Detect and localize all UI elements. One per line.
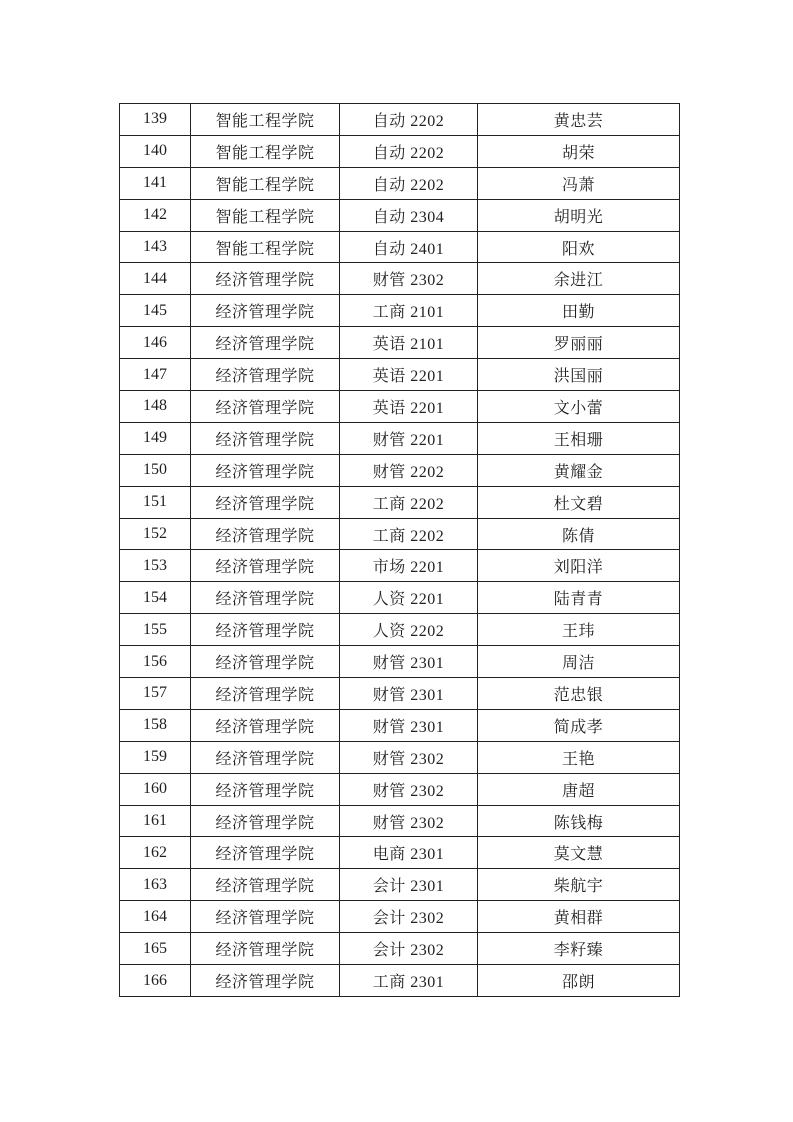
cell-name: 陈倩 (478, 518, 680, 550)
table-row (120, 359, 680, 391)
cell-index: 154 (120, 582, 191, 614)
cell-name: 胡明光 (478, 199, 680, 231)
cell-class: 人资 2201 (340, 582, 478, 614)
cell-name: 杜文碧 (478, 486, 680, 518)
cell-class: 自动 2401 (340, 231, 478, 263)
cell-class: 自动 2304 (340, 199, 478, 231)
cell-college: 经济管理学院 (191, 327, 340, 359)
cell-index: 150 (120, 454, 191, 486)
table-row (120, 709, 680, 741)
cell-name: 邵朗 (478, 965, 680, 997)
cell-college: 经济管理学院 (191, 837, 340, 869)
cell-index: 156 (120, 646, 191, 678)
cell-class: 人资 2202 (340, 614, 478, 646)
cell-class: 电商 2301 (340, 837, 478, 869)
cell-index: 147 (120, 359, 191, 391)
table-row (120, 199, 680, 231)
cell-college: 经济管理学院 (191, 646, 340, 678)
table-row (120, 391, 680, 423)
cell-name: 洪国丽 (478, 359, 680, 391)
cell-class: 财管 2301 (340, 678, 478, 710)
cell-index: 157 (120, 678, 191, 710)
cell-college: 智能工程学院 (191, 167, 340, 199)
cell-college: 经济管理学院 (191, 678, 340, 710)
cell-college: 经济管理学院 (191, 391, 340, 423)
cell-index: 149 (120, 422, 191, 454)
cell-index: 162 (120, 837, 191, 869)
cell-name: 陈钱梅 (478, 805, 680, 837)
table-row (120, 167, 680, 199)
cell-college: 经济管理学院 (191, 933, 340, 965)
cell-index: 148 (120, 391, 191, 423)
cell-name: 李籽臻 (478, 933, 680, 965)
table-row (120, 773, 680, 805)
cell-college: 经济管理学院 (191, 614, 340, 646)
cell-class: 工商 2202 (340, 486, 478, 518)
table-row (120, 678, 680, 710)
cell-college: 经济管理学院 (191, 869, 340, 901)
student-roster-table (119, 103, 680, 997)
table-row (120, 965, 680, 997)
cell-index: 143 (120, 231, 191, 263)
cell-name: 陆青青 (478, 582, 680, 614)
cell-class: 财管 2302 (340, 741, 478, 773)
cell-name: 刘阳洋 (478, 550, 680, 582)
cell-name: 黄耀金 (478, 454, 680, 486)
cell-class: 财管 2302 (340, 263, 478, 295)
cell-name: 胡荣 (478, 135, 680, 167)
cell-index: 158 (120, 709, 191, 741)
cell-college: 经济管理学院 (191, 901, 340, 933)
cell-college: 智能工程学院 (191, 199, 340, 231)
cell-class: 会计 2302 (340, 901, 478, 933)
table-row (120, 263, 680, 295)
cell-college: 智能工程学院 (191, 135, 340, 167)
cell-college: 经济管理学院 (191, 422, 340, 454)
cell-college: 经济管理学院 (191, 550, 340, 582)
table-row (120, 422, 680, 454)
table-row (120, 486, 680, 518)
table-row (120, 295, 680, 327)
table-row (120, 933, 680, 965)
cell-college: 经济管理学院 (191, 518, 340, 550)
cell-college: 经济管理学院 (191, 805, 340, 837)
cell-class: 自动 2202 (340, 167, 478, 199)
cell-name: 周洁 (478, 646, 680, 678)
cell-name: 冯萧 (478, 167, 680, 199)
cell-name: 罗丽丽 (478, 327, 680, 359)
cell-class: 财管 2202 (340, 454, 478, 486)
table-row (120, 614, 680, 646)
cell-college: 经济管理学院 (191, 741, 340, 773)
cell-name: 范忠银 (478, 678, 680, 710)
cell-index: 165 (120, 933, 191, 965)
cell-class: 英语 2201 (340, 359, 478, 391)
cell-index: 142 (120, 199, 191, 231)
table-row (120, 741, 680, 773)
cell-college: 经济管理学院 (191, 582, 340, 614)
cell-class: 自动 2202 (340, 135, 478, 167)
table-row (120, 582, 680, 614)
cell-class: 财管 2302 (340, 805, 478, 837)
cell-index: 152 (120, 518, 191, 550)
cell-name: 黄相群 (478, 901, 680, 933)
cell-index: 139 (120, 104, 191, 136)
cell-class: 英语 2201 (340, 391, 478, 423)
table-row (120, 805, 680, 837)
cell-name: 黄忠芸 (478, 104, 680, 136)
cell-class: 工商 2301 (340, 965, 478, 997)
cell-class: 工商 2101 (340, 295, 478, 327)
cell-class: 会计 2301 (340, 869, 478, 901)
cell-class: 自动 2202 (340, 104, 478, 136)
cell-college: 经济管理学院 (191, 773, 340, 805)
table-row (120, 550, 680, 582)
cell-index: 140 (120, 135, 191, 167)
table-row (120, 869, 680, 901)
cell-index: 160 (120, 773, 191, 805)
cell-class: 财管 2302 (340, 773, 478, 805)
cell-name: 余进江 (478, 263, 680, 295)
table-row (120, 646, 680, 678)
table-row (120, 454, 680, 486)
cell-name: 王艳 (478, 741, 680, 773)
cell-class: 市场 2201 (340, 550, 478, 582)
cell-name: 唐超 (478, 773, 680, 805)
cell-index: 161 (120, 805, 191, 837)
cell-college: 经济管理学院 (191, 709, 340, 741)
cell-class: 工商 2202 (340, 518, 478, 550)
cell-college: 智能工程学院 (191, 104, 340, 136)
cell-name: 王相珊 (478, 422, 680, 454)
cell-index: 144 (120, 263, 191, 295)
table-row (120, 837, 680, 869)
table-row (120, 104, 680, 136)
cell-index: 163 (120, 869, 191, 901)
cell-name: 莫文慧 (478, 837, 680, 869)
cell-name: 文小蕾 (478, 391, 680, 423)
table-row (120, 135, 680, 167)
cell-class: 英语 2101 (340, 327, 478, 359)
table-row (120, 327, 680, 359)
cell-index: 155 (120, 614, 191, 646)
cell-index: 164 (120, 901, 191, 933)
table-row (120, 518, 680, 550)
cell-index: 145 (120, 295, 191, 327)
cell-college: 经济管理学院 (191, 263, 340, 295)
cell-college: 经济管理学院 (191, 359, 340, 391)
cell-name: 王玮 (478, 614, 680, 646)
cell-name: 阳欢 (478, 231, 680, 263)
cell-name: 田勤 (478, 295, 680, 327)
table-row (120, 231, 680, 263)
cell-college: 经济管理学院 (191, 454, 340, 486)
cell-college: 经济管理学院 (191, 965, 340, 997)
cell-class: 会计 2302 (340, 933, 478, 965)
cell-name: 柴航宇 (478, 869, 680, 901)
cell-class: 财管 2201 (340, 422, 478, 454)
cell-index: 159 (120, 741, 191, 773)
cell-college: 经济管理学院 (191, 295, 340, 327)
table-row (120, 901, 680, 933)
table-body (120, 104, 680, 997)
cell-index: 141 (120, 167, 191, 199)
cell-index: 151 (120, 486, 191, 518)
cell-index: 166 (120, 965, 191, 997)
cell-college: 经济管理学院 (191, 486, 340, 518)
cell-name: 简成孝 (478, 709, 680, 741)
cell-class: 财管 2301 (340, 646, 478, 678)
cell-index: 146 (120, 327, 191, 359)
cell-college: 智能工程学院 (191, 231, 340, 263)
cell-class: 财管 2301 (340, 709, 478, 741)
cell-index: 153 (120, 550, 191, 582)
